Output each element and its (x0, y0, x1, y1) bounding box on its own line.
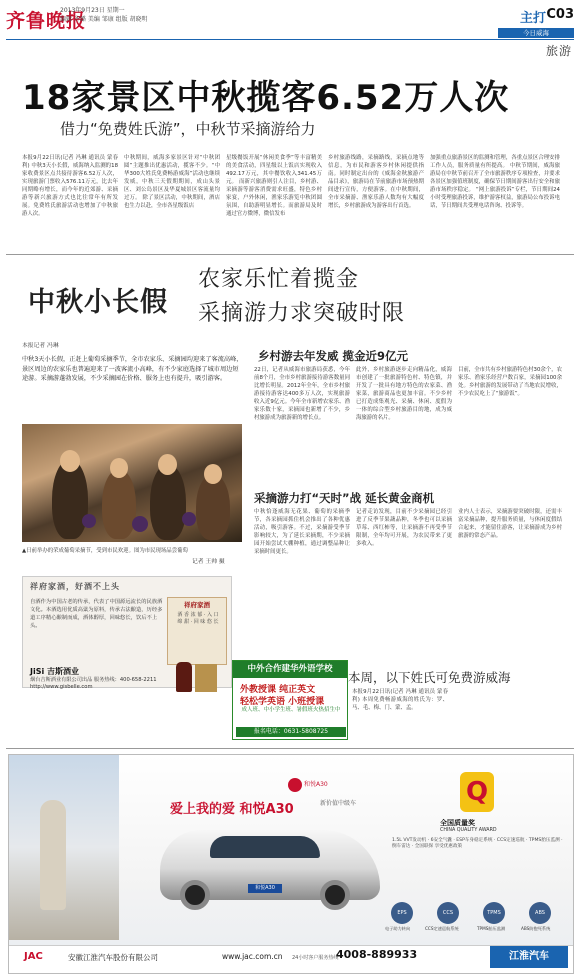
abs-icon: ABS (529, 902, 551, 924)
masthead-meta (60, 6, 148, 24)
sub1-col2: 此外，乡村旅游逐步走向精品化，威海市创建了一批旅游特色村、特色镇，并开发了一批具有地方特色的农家菜、渔家菜，旅游商品也更加丰富。不少乡村已打造成集观光、采摘、休闲、度假为一体的综合型乡村旅游目的地，成为威海旅游的名片。 (356, 367, 452, 421)
top-rule (6, 39, 574, 40)
wine-slogan: 酒 香 浓 郁 · 入 口 绵 甜 · 回 味 悠 长 (177, 612, 219, 625)
sub2-col2: 记者走访发现，目前不少采摘园已经引进了反季节果蔬品种，冬季也可以采摘草莓、西红柿等，让采摘游不再受季节限制，全年均可开展，为农民带来了更多收入。 (356, 509, 452, 547)
photo-caption (22, 546, 246, 554)
article2-byline: 本报记者 冯琳 (22, 343, 59, 349)
article1-col1: 本报9月22日讯(记者 冯琳 通讯员 蒙春利) 中秋3天小长假，威海纳入监测的18家收费景区点共接待游客6.52万人次，实现旅游门票收入576.11万元，比去年同期略有增长，而今年的近郊游、采摘游等新兴旅游方式也比往常年有所发展。免费姓氏旅游活动也增加了中秋旅游人次。 (22, 155, 118, 217)
issue-date: 2013年9月23日 星期一 (60, 7, 125, 14)
wheel-icon (320, 880, 350, 910)
main-headline: 18家景区中秋揽客6.52万人次 (22, 78, 510, 118)
editor-credits: 编辑 齐璐 美编 邹康 组版 胡晓明 (60, 16, 148, 23)
article2-lead: 中秋3天小长假，正赶上葡萄采摘季节，全市农家乐、采摘园均迎来了客流高峰，景区周边的农家乐也普遍迎来了一波客流小高峰，有不少家庭选择了城市周边短途游。采摘游蓬勃发展，不少采摘园在价格、服务上也有提升，吸引游客。 (22, 356, 243, 383)
feature-icons (385, 902, 570, 932)
jac-emblem-icon (288, 778, 302, 792)
eps-label: 电子助力转向 (385, 926, 411, 931)
page-code: C03 (546, 7, 574, 22)
school-classes: 成人班、中小学生班、暑假班火热招生中 (241, 707, 341, 713)
sub1-col3: 目前，全市共有乡村旅游特色村30余个，农家乐、渔家乐经营户数百家，采摘园100余处。乡村旅游的发展带动了当地农民增收，不少农民吃上了“旅游饭”。 (458, 367, 562, 397)
jac-logo: JAC (24, 951, 43, 962)
woman-figure (40, 800, 66, 910)
wine-bottle-icon (176, 662, 192, 692)
car-model-small: 和悦A30 (304, 781, 328, 788)
subhead-picking: 采摘游力打“天时”战 延长黄金商机 (254, 491, 435, 505)
eps-icon: EPS (391, 902, 413, 924)
harvest-photo (22, 424, 242, 542)
company-name: 安徽江淮汽车股份有限公司 (68, 953, 158, 962)
brand-badge: 江淮汽车 (490, 946, 568, 968)
car-spec-text: 1.5L VVT发动机 · 6安全气囊 · ESP车身稳定系统 · CCS定速巡航 · TPMS胎压监测 · 倒车雷达 · 全国联保 享受优惠政策 (392, 838, 563, 849)
wine-company-logo: JiSi 吉斯酒业 (30, 667, 80, 676)
wine-company-info: 烟台吉斯酒业有限公司出品 服务热线：400-658-2211 http://www.gisbelle.com (30, 677, 157, 690)
edition-band: 今日威海 (498, 28, 574, 38)
article1-col3: 星级餐饭开展“休闲美食季”等丰富精美的美食活动，四星级以上饭店实现收入492.17万元，其中餐饮收入341.45万元。 而新兴旅游则引人注目，乡村游、采摘游等游客消费需求旺盛，特色乡村家宴，户外休闲，渔家乐游览中秋团圆氛围，自助游明显增长。而旅游局及时通过官方微博，微信发布 (226, 155, 322, 217)
sub2-col1: 中秋恰逢威海无花果、葡萄的采摘季节，各采摘园抓住机会推出了各种优惠活动，吸引游客。不过，采摘游受季节影响较大，为了延长采摘期，不少采摘园开始尝试大棚种植，通过调整品种让采摘时间更长。 (254, 509, 350, 555)
car-slogan: 爱上我的爱 和悦A30 (170, 802, 294, 817)
caption-text: ▲日前举办的荣成葡萄采摘节，受到市民欢迎。图为市民现场品尝葡萄 (22, 548, 188, 554)
school-phone: 报名电话：0631-5808725 (236, 727, 346, 737)
article2-title-right-1: 农家乐忙着揽金 (198, 267, 360, 292)
hotline-label: 24小时客户服务热线 (292, 955, 339, 961)
photo-credit: 记者 王帅 摄 (192, 559, 225, 565)
ccs-icon: CCS (437, 902, 459, 924)
company-url[interactable]: www.jac.com.cn (222, 952, 283, 961)
article2-title-left: 中秋小长假 (28, 287, 168, 318)
car-window (210, 836, 320, 858)
award-subtitle: CHINA QUALITY AWARD (440, 828, 497, 833)
article-divider (6, 254, 574, 255)
subhead-rural-tourism: 乡村游去年发威 揽金近9亿元 (258, 349, 409, 363)
subsection-title: 旅游 (545, 44, 572, 58)
tpms-icon: TPMS (483, 902, 505, 924)
school-name: 中外合作建华外语学校 (233, 661, 347, 678)
sub2-col3: 业内人士表示，采摘游要突破时限，还需丰富采摘品种，提升服务质量，与休闲度假结合起来，才能留住游客，让采摘游成为乡村旅游的常态产品。 (458, 509, 562, 539)
abs-label: ABS防抱死系统 (521, 926, 551, 931)
tpms-label: TPMS胎压监测 (477, 926, 506, 931)
article1-col5: 加强重点旅游景区的监测和管理，各重点景区合理安排工作人员，服务质量有所提高。 中秋节期间，威海旅游局在中秋节前召开了全市旅游秩序专项检查，并要求各景区加强值班制度，确保节日期间游客出行安全和旅游市场秩序稳定。 “网上旅游投诉”专栏，节日期间24小时受理旅游投诉，维护游客权益，旅游局公布投诉电话，节日期间共受理电话咨询、投诉等。 (430, 155, 560, 209)
wine-box-icon (195, 664, 217, 692)
wheel-icon (180, 880, 210, 910)
school-slogan-2: 轻松学英语 小班授课 (240, 697, 325, 707)
brief-body: 本报9月22日讯(记者 冯琳 通讯员 蒙春利) 本周免费畅游威海的姓氏为：罗、马、毛、梅、门、蒙、孟。 (352, 689, 448, 711)
award-title: 全国质量奖 (440, 819, 475, 827)
newspaper-logo: 齐鲁晚报 (6, 10, 87, 32)
quality-award-icon: Q (460, 772, 494, 812)
brief-headline: 本周，以下姓氏可免费游威海 (348, 670, 511, 685)
school-slogan-1: 外教授课 纯正英文 (240, 685, 316, 695)
wine-ad-body: 自酒作为中国古老的传承，代表了中国源远流长的民族酒文化。本酒选用优质高粱为原料，传承古法酿造，历经多道工序精心酿制而成，酒体醇厚，回味悠长，饮后不上头。 (30, 599, 163, 629)
sub1-col1: 22日，记者从威海市旅游局获悉，今年前8个月，全市乡村旅游接待游客数量同比增长明显。2012年全年，全市乡村旅游接待游客达400多万人次，实现旅游收入近9亿元。今年全市新增农家乐、渔家乐数十家，采摘园也新增了不少，乡村旅游成为旅游新的增长点。 (254, 367, 350, 421)
article2-title-right-2: 采摘游力求突破时限 (198, 301, 406, 326)
wine-ad-title: 祥府家酒，好酒不上头 (30, 582, 120, 591)
hotline-number[interactable]: 4008-889933 (336, 948, 418, 961)
ad-divider (6, 748, 574, 749)
wine-brand: 祥府家酒 (184, 601, 210, 609)
ccs-label: CCS定速巡航系统 (425, 926, 459, 931)
article1-col2: 中秋期间，威海多家景区针对“中秋团圆”主题推出优惠活动，揽客不少。“中华300大姓氏免费畅游威海”活动也继续发威，中秋三天假期期间，成山头景区、刘公岛景区及华夏城景区客流量均过万。 除了景区活动，中秋期间，酒店也生力以赴，全市各星级饭店 (124, 155, 220, 209)
license-plate: 和悦A30 (248, 884, 282, 893)
article1-col4: 乡村旅游线路，采摘路线，采摘点地等信息，为市民和游客乡村休闲提供指南。同时制定出台的《威海金秋旅游产品目录》，旅游局在节前旅游市场预热期间进行宣传，方便游客。在中秋期间，全市采摘游、渔家乐游人数均有大幅度增长，乡村旅游成为游客出行首选。 (328, 155, 424, 209)
main-subheadline: 借力“免费姓氏游”，中秋节采摘游给力 (60, 120, 316, 138)
section-tag: 主打 (519, 11, 546, 26)
car-tagline: 新价值中级车 (320, 800, 357, 807)
